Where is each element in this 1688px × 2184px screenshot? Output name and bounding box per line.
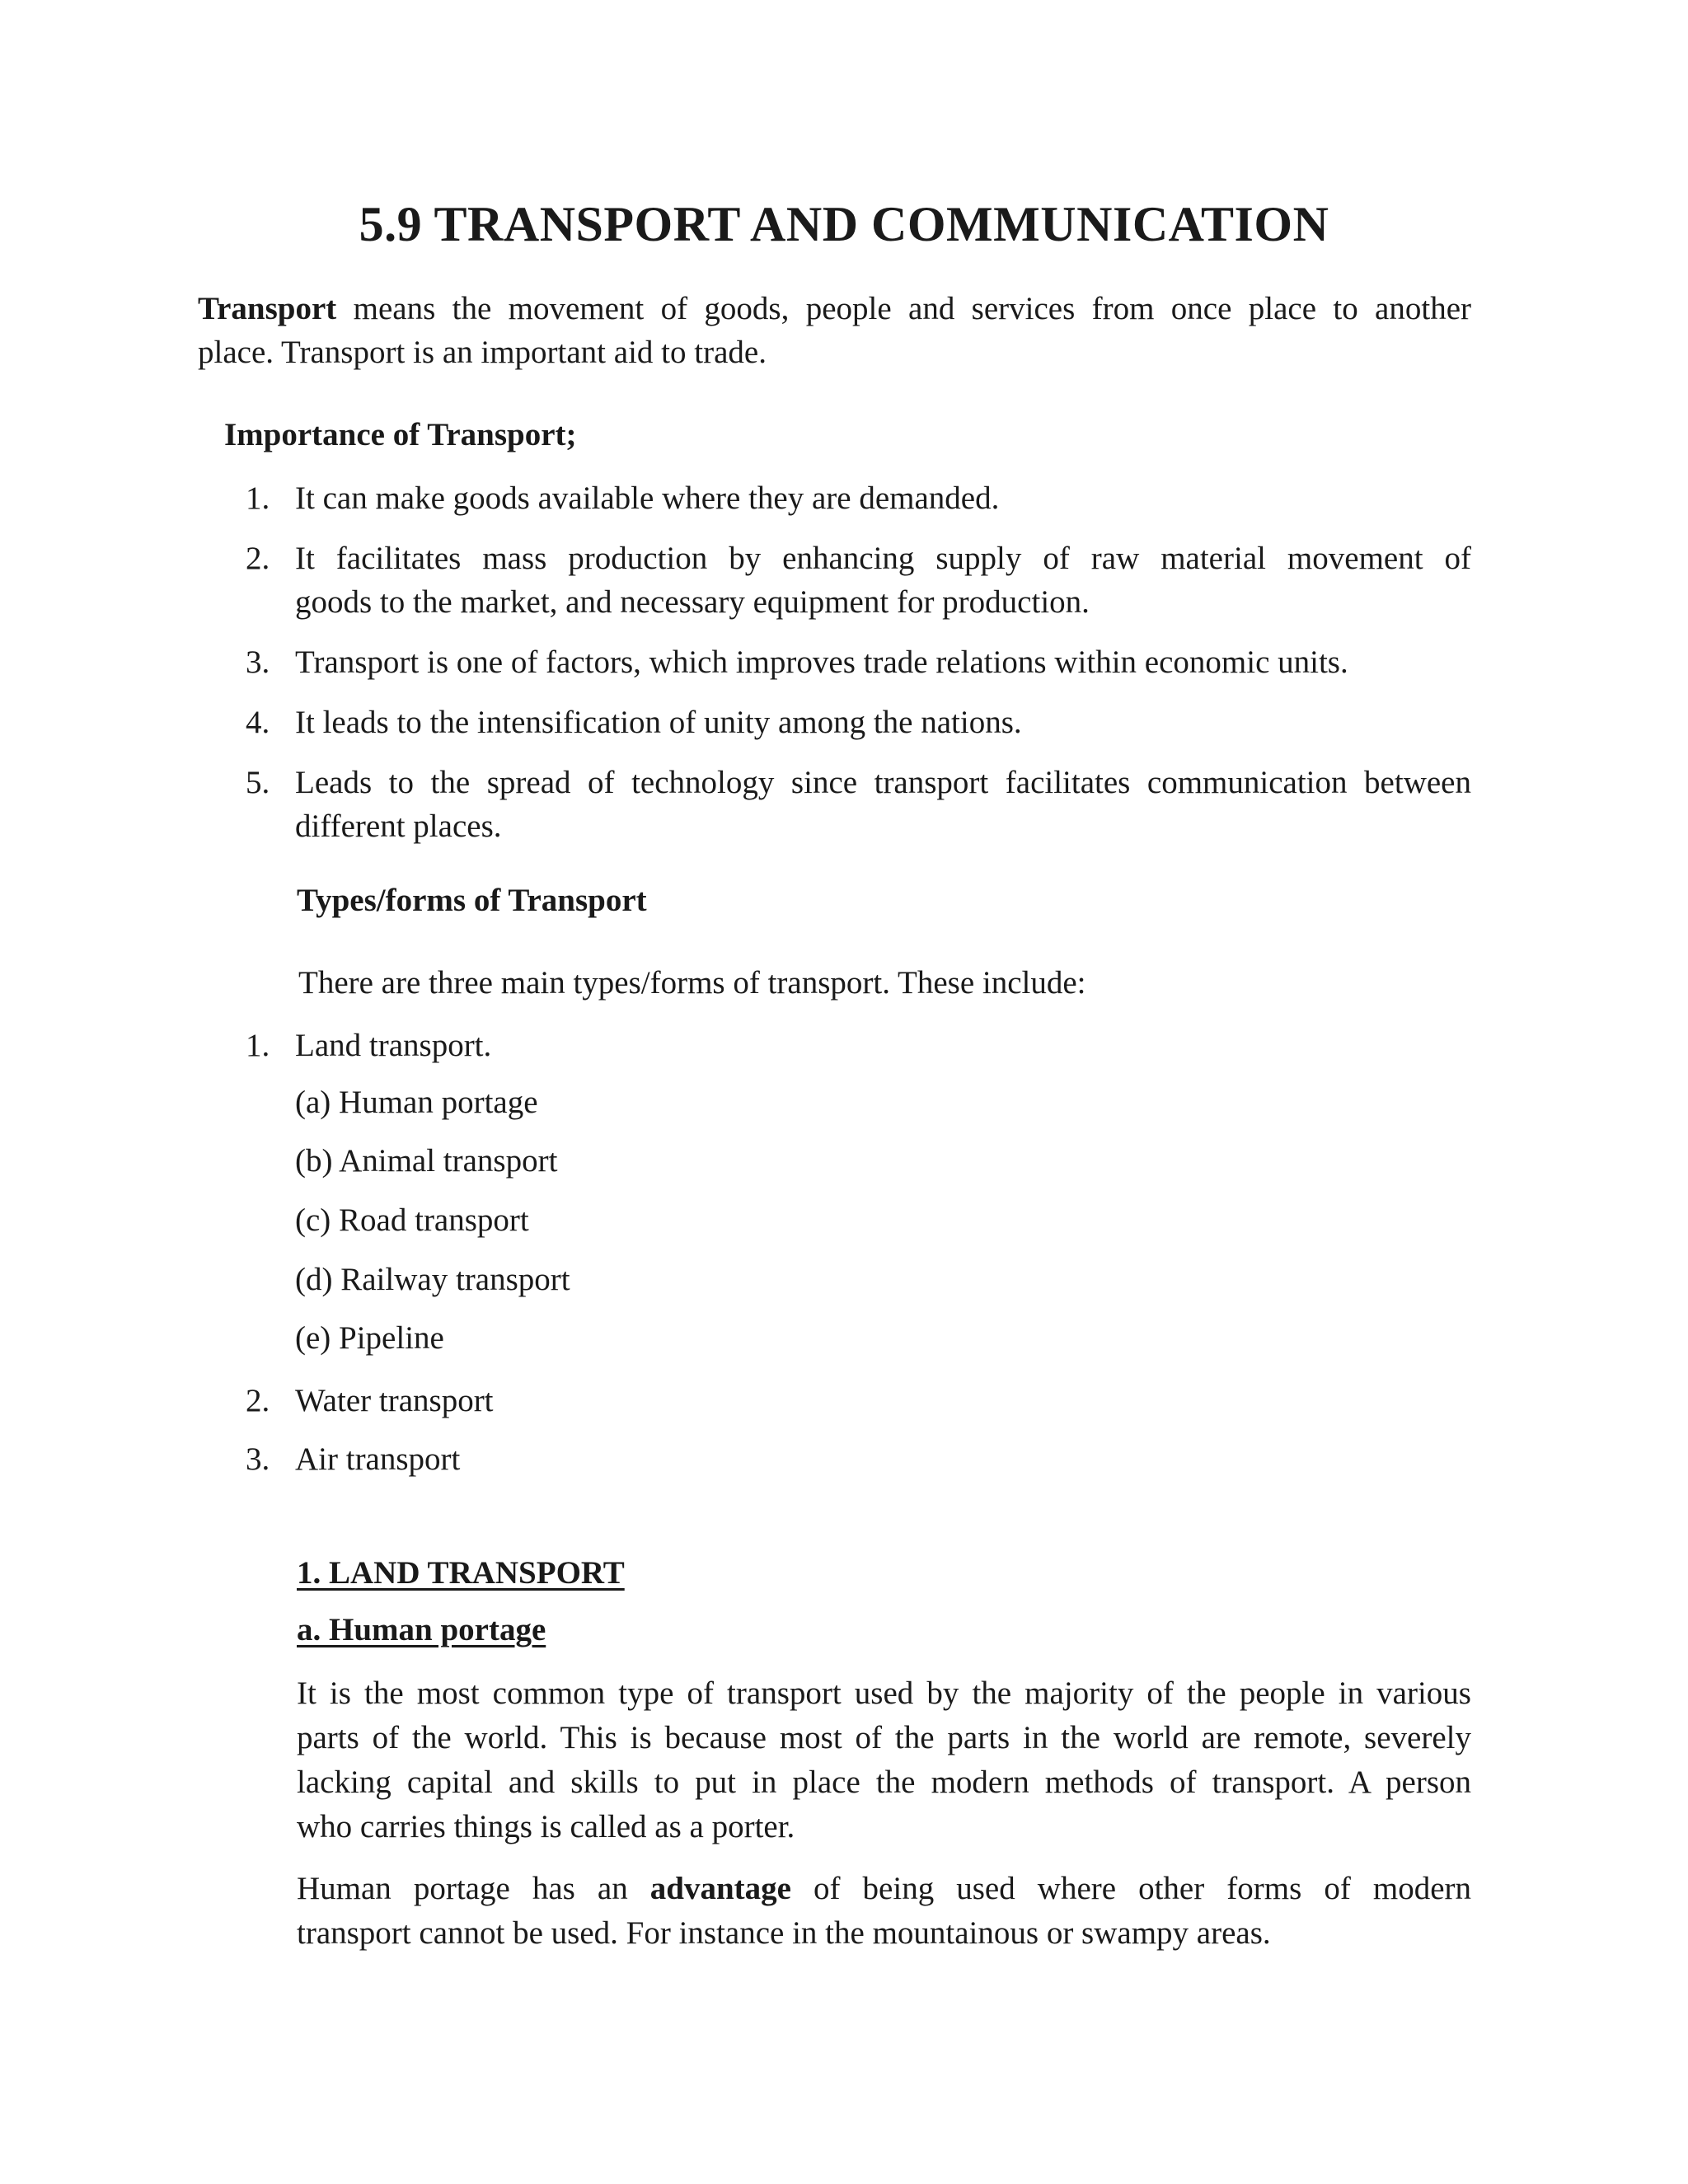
intro-line-1 bbox=[198, 287, 1471, 330]
types-list-item-3 bbox=[239, 1437, 1471, 1481]
sub-item: (a) Human portage bbox=[295, 1085, 538, 1120]
list-item bbox=[239, 1379, 1471, 1422]
human-portage-paragraph-2 bbox=[297, 1867, 1471, 1956]
paragraph-text: Human portage has an bbox=[297, 1871, 650, 1906]
intro-line-1-text: means the movement of goods, people and services from once place to another bbox=[336, 291, 1471, 326]
list-item bbox=[239, 640, 1471, 684]
list-item-text: goods to the market, and necessary equipment for production. bbox=[295, 584, 1090, 620]
types-intro: There are three main types/forms of transport. These include: bbox=[298, 965, 1086, 1001]
types-list-item-2 bbox=[239, 1379, 1471, 1422]
list-item bbox=[239, 761, 1471, 848]
advantage-term: advantage bbox=[649, 1871, 791, 1906]
intro-term: Transport bbox=[198, 291, 337, 326]
list-number: 3. bbox=[246, 644, 270, 680]
list-number: 5. bbox=[246, 765, 270, 800]
list-item-text: Transport is one of factors, which improves trade relations within economic units. bbox=[295, 644, 1348, 680]
paragraph-text: of being used where other forms of modern bbox=[790, 1871, 1471, 1906]
list-number: 2. bbox=[246, 1383, 270, 1418]
list-item-text: different places. bbox=[295, 808, 502, 844]
paragraph-line: It is the most common type of transport used by the majority of the people in various bbox=[297, 1675, 1471, 1711]
intro-paragraph bbox=[198, 287, 1471, 374]
sub-item: (e) Pipeline bbox=[295, 1320, 444, 1356]
list-item-text: Leads to the spread of technology since transport facilitates communication between bbox=[295, 765, 1471, 800]
sub-item: (b) Animal transport bbox=[295, 1143, 558, 1179]
human-portage-paragraph-1 bbox=[297, 1671, 1471, 1849]
intro-line-2: place. Transport is an important aid to trade. bbox=[198, 335, 767, 370]
list-item bbox=[239, 476, 1471, 520]
list-item bbox=[239, 537, 1471, 624]
list-number: 1. bbox=[246, 480, 270, 516]
list-item-text: It facilitates mass production by enhancing supply of raw material movement of bbox=[295, 541, 1471, 576]
importance-list bbox=[239, 476, 1471, 848]
list-item-text: Water transport bbox=[295, 1383, 494, 1418]
list-item bbox=[239, 1024, 1471, 1067]
list-item-text: Land transport. bbox=[295, 1028, 492, 1063]
paragraph-line: parts of the world. This is because most of the parts in the world are remote, severely bbox=[297, 1720, 1471, 1755]
list-item-text: It leads to the intensification of unity among the nations. bbox=[295, 705, 1022, 740]
list-number: 3. bbox=[246, 1441, 270, 1477]
paragraph-line: transport cannot be used. For instance in the mountainous or swampy areas. bbox=[297, 1915, 1271, 1951]
types-heading: Types/forms of Transport bbox=[297, 883, 647, 918]
list-item-text: Air transport bbox=[295, 1441, 461, 1477]
paragraph-line: lacking capital and skills to put in place the modern methods of transport. A person bbox=[297, 1765, 1471, 1800]
list-item bbox=[239, 701, 1471, 744]
sub-item: (d) Railway transport bbox=[295, 1262, 570, 1297]
list-number: 2. bbox=[246, 541, 270, 576]
human-portage-heading: a. Human portage bbox=[297, 1612, 546, 1647]
paragraph-line bbox=[297, 1867, 1471, 1911]
land-transport-heading: 1. LAND TRANSPORT bbox=[297, 1555, 625, 1591]
importance-heading: Importance of Transport; bbox=[224, 417, 577, 452]
types-list-item-1 bbox=[239, 1024, 1471, 1067]
page-title: 5.9 TRANSPORT AND COMMUNICATION bbox=[359, 197, 1329, 251]
paragraph-line: who carries things is called as a porter. bbox=[297, 1809, 795, 1844]
list-number: 4. bbox=[246, 705, 270, 740]
list-item-text: It can make goods available where they are demanded. bbox=[295, 480, 1000, 516]
list-item bbox=[239, 1437, 1471, 1481]
sub-item: (c) Road transport bbox=[295, 1202, 529, 1238]
list-number: 1. bbox=[246, 1028, 270, 1063]
